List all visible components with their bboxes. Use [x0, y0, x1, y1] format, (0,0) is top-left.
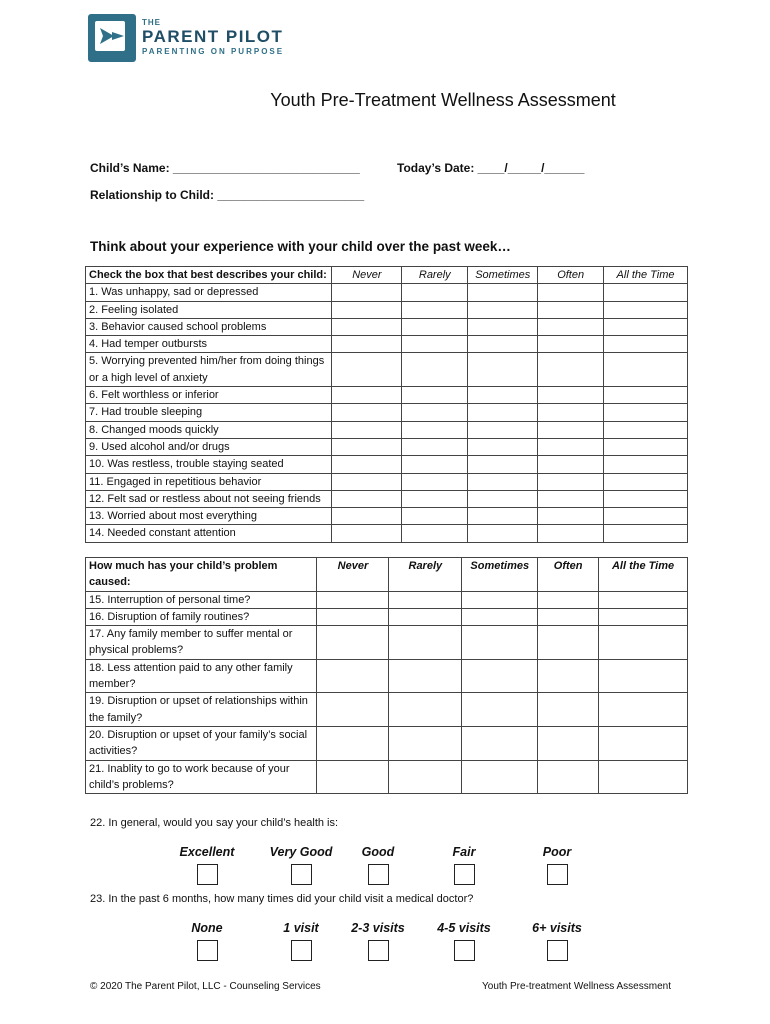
answer-cell[interactable]: [332, 490, 402, 507]
answer-cell[interactable]: [402, 353, 468, 387]
col-all-the-time: All the Time: [604, 267, 688, 284]
answer-cell[interactable]: [332, 318, 402, 335]
answer-cell[interactable]: [332, 525, 402, 542]
col-never: Never: [317, 558, 389, 592]
answer-cell[interactable]: [468, 473, 538, 490]
question-label: 15. Interruption of personal time?: [86, 591, 317, 608]
answer-cell[interactable]: [538, 508, 604, 525]
table-row: [86, 284, 688, 301]
weekly-experience-table: [85, 266, 688, 543]
table-row: [86, 760, 688, 794]
answer-cell[interactable]: [599, 760, 688, 794]
answer-cell[interactable]: [538, 438, 604, 455]
plane-icon: [88, 14, 136, 62]
answer-cell[interactable]: [332, 284, 402, 301]
answer-cell[interactable]: [468, 525, 538, 542]
parent-pilot-logo: [88, 14, 308, 60]
question-label: 8. Changed moods quickly: [86, 421, 332, 438]
answer-cell[interactable]: [462, 608, 538, 625]
answer-cell[interactable]: [604, 508, 688, 525]
table-row: [86, 438, 688, 455]
answer-cell[interactable]: [599, 659, 688, 693]
answer-cell[interactable]: [604, 473, 688, 490]
option-checkbox[interactable]: [368, 940, 389, 961]
table-row: [86, 301, 688, 318]
question-label: 16. Disruption of family routines?: [86, 608, 317, 625]
question-label: 2. Feeling isolated: [86, 301, 332, 318]
answer-cell[interactable]: [604, 456, 688, 473]
answer-cell[interactable]: [604, 301, 688, 318]
table-row: [86, 608, 688, 625]
table1-header: Check the box that best describes your child:: [86, 267, 332, 284]
answer-cell[interactable]: [389, 659, 462, 693]
table-row: [86, 508, 688, 525]
answer-cell[interactable]: [538, 608, 599, 625]
answer-cell[interactable]: [538, 659, 599, 693]
question-label: 14. Needed constant attention: [86, 525, 332, 542]
table-row: [86, 726, 688, 760]
question-label: 5. Worrying prevented him/her from doing things or a high level of anxiety: [86, 353, 332, 387]
answer-cell[interactable]: [538, 525, 604, 542]
option-label: None: [191, 921, 223, 935]
answer-cell[interactable]: [462, 726, 538, 760]
answer-cell[interactable]: [604, 438, 688, 455]
answer-cell[interactable]: [468, 301, 538, 318]
option-label: 6+ visits: [532, 921, 582, 935]
answer-cell[interactable]: [389, 760, 462, 794]
option-checkbox[interactable]: [454, 864, 475, 885]
option-label: Very Good: [269, 845, 333, 859]
answer-cell[interactable]: [468, 284, 538, 301]
q23-text: 23. In the past 6 months, how many times did your child visit a medical doctor?: [90, 893, 474, 905]
option-label: Fair: [452, 845, 476, 859]
answer-cell[interactable]: [389, 626, 462, 660]
footer-doc-name: Youth Pre-treatment Wellness Assessment: [482, 981, 671, 992]
answer-cell[interactable]: [317, 608, 389, 625]
answer-cell[interactable]: [468, 490, 538, 507]
answer-cell[interactable]: [468, 508, 538, 525]
answer-cell[interactable]: [604, 284, 688, 301]
answer-cell[interactable]: [538, 693, 599, 727]
table-row: [86, 318, 688, 335]
q22-text: 22. In general, would you say your child’s health is:: [90, 817, 339, 829]
col-often: Often: [538, 558, 599, 592]
answer-cell[interactable]: [538, 353, 604, 387]
answer-cell[interactable]: [389, 591, 462, 608]
option-checkbox[interactable]: [547, 940, 568, 961]
question-label: 3. Behavior caused school problems: [86, 318, 332, 335]
option-label: 1 visit: [283, 921, 319, 935]
question-label: 19. Disruption or upset of relationships within the family?: [86, 693, 317, 727]
answer-cell[interactable]: [389, 693, 462, 727]
logo-the: THE: [142, 18, 161, 27]
answer-cell[interactable]: [402, 525, 468, 542]
question-label: 13. Worried about most everything: [86, 508, 332, 525]
question-label: 20. Disruption or upset of your family’s social activities?: [86, 726, 317, 760]
answer-cell[interactable]: [462, 760, 538, 794]
col-sometimes: Sometimes: [462, 558, 538, 592]
option-label: 4-5 visits: [437, 921, 491, 935]
answer-cell[interactable]: [332, 456, 402, 473]
answer-cell[interactable]: [538, 387, 604, 404]
option-checkbox[interactable]: [197, 940, 218, 961]
col-often: Often: [538, 267, 604, 284]
answer-cell[interactable]: [332, 301, 402, 318]
answer-cell[interactable]: [332, 353, 402, 387]
answer-cell[interactable]: [604, 387, 688, 404]
question-label: 18. Less attention paid to any other family member?: [86, 659, 317, 693]
logo-tagline: PARENTING ON PURPOSE: [142, 47, 285, 56]
answer-cell[interactable]: [599, 608, 688, 625]
answer-cell[interactable]: [604, 421, 688, 438]
footer-copyright: © 2020 The Parent Pilot, LLC - Counseling Services: [90, 981, 321, 992]
answer-cell[interactable]: [538, 336, 604, 353]
answer-cell[interactable]: [468, 353, 538, 387]
table-row: [86, 387, 688, 404]
answer-cell[interactable]: [538, 591, 599, 608]
question-label: 1. Was unhappy, sad or depressed: [86, 284, 332, 301]
option-label: 2-3 visits: [351, 921, 405, 935]
answer-cell[interactable]: [402, 421, 468, 438]
answer-cell[interactable]: [599, 591, 688, 608]
answer-cell[interactable]: [538, 490, 604, 507]
answer-cell[interactable]: [462, 693, 538, 727]
problem-impact-table: [85, 557, 688, 794]
answer-cell[interactable]: [332, 508, 402, 525]
option-label: Good: [361, 845, 395, 859]
answer-cell[interactable]: [402, 336, 468, 353]
relationship-field[interactable]: Relationship to Child: ______________________: [90, 188, 365, 202]
answer-cell[interactable]: [462, 626, 538, 660]
answer-cell[interactable]: [538, 404, 604, 421]
answer-cell[interactable]: [468, 421, 538, 438]
answer-cell[interactable]: [402, 473, 468, 490]
answer-cell[interactable]: [468, 456, 538, 473]
answer-cell[interactable]: [538, 301, 604, 318]
col-rarely: Rarely: [389, 558, 462, 592]
answer-cell[interactable]: [468, 404, 538, 421]
table-row: [86, 456, 688, 473]
table-row: [86, 490, 688, 507]
answer-cell[interactable]: [538, 626, 599, 660]
answer-cell[interactable]: [462, 659, 538, 693]
answer-cell[interactable]: [389, 608, 462, 625]
answer-cell[interactable]: [604, 318, 688, 335]
answer-cell[interactable]: [402, 284, 468, 301]
answer-cell[interactable]: [389, 726, 462, 760]
answer-cell[interactable]: [332, 404, 402, 421]
question-label: 10. Was restless, trouble staying seated: [86, 456, 332, 473]
question-label: 17. Any family member to suffer mental or physical problems?: [86, 626, 317, 660]
question-label: 6. Felt worthless or inferior: [86, 387, 332, 404]
answer-cell[interactable]: [402, 301, 468, 318]
answer-cell[interactable]: [317, 726, 389, 760]
question-label: 11. Engaged in repetitious behavior: [86, 473, 332, 490]
page-title: Youth Pre-Treatment Wellness Assessment: [270, 90, 616, 110]
col-never: Never: [332, 267, 402, 284]
answer-cell[interactable]: [599, 726, 688, 760]
table2-header: How much has your child’s problem caused:: [86, 558, 317, 592]
answer-cell[interactable]: [538, 760, 599, 794]
answer-cell[interactable]: [468, 336, 538, 353]
option-checkbox[interactable]: [291, 940, 312, 961]
table-row: [86, 626, 688, 660]
answer-cell[interactable]: [604, 404, 688, 421]
table-row: [86, 421, 688, 438]
option-checkbox[interactable]: [547, 864, 568, 885]
todays-date-field[interactable]: Today’s Date: ____/_____/______: [397, 161, 585, 175]
question-label: 21. Inablity to go to work because of your child’s problems?: [86, 760, 317, 794]
option-label: Poor: [542, 845, 572, 859]
answer-cell[interactable]: [402, 456, 468, 473]
answer-cell[interactable]: [317, 760, 389, 794]
table-row: [86, 591, 688, 608]
answer-cell[interactable]: [538, 473, 604, 490]
answer-cell[interactable]: [538, 318, 604, 335]
col-all-the-time: All the Time: [599, 558, 688, 592]
option-checkbox[interactable]: [197, 864, 218, 885]
question-label: 7. Had trouble sleeping: [86, 404, 332, 421]
answer-cell[interactable]: [468, 387, 538, 404]
answer-cell[interactable]: [599, 693, 688, 727]
answer-cell[interactable]: [604, 490, 688, 507]
table-row: [86, 404, 688, 421]
answer-cell[interactable]: [332, 438, 402, 455]
answer-cell[interactable]: [317, 591, 389, 608]
answer-cell[interactable]: [402, 438, 468, 455]
answer-cell[interactable]: [538, 421, 604, 438]
answer-cell[interactable]: [332, 387, 402, 404]
answer-cell[interactable]: [468, 318, 538, 335]
option-label: Excellent: [179, 845, 235, 859]
answer-cell[interactable]: [402, 387, 468, 404]
table-row: [86, 525, 688, 542]
option-checkbox[interactable]: [454, 940, 475, 961]
answer-cell[interactable]: [604, 336, 688, 353]
answer-cell[interactable]: [538, 726, 599, 760]
answer-cell[interactable]: [332, 473, 402, 490]
answer-cell[interactable]: [538, 456, 604, 473]
answer-cell[interactable]: [402, 404, 468, 421]
option-checkbox[interactable]: [291, 864, 312, 885]
answer-cell[interactable]: [538, 284, 604, 301]
answer-cell[interactable]: [599, 626, 688, 660]
option-checkbox[interactable]: [368, 864, 389, 885]
table-row: [86, 693, 688, 727]
answer-cell[interactable]: [402, 318, 468, 335]
table-row: [86, 473, 688, 490]
question-label: 4. Had temper outbursts: [86, 336, 332, 353]
section-heading: Think about your experience with your child over the past week…: [90, 239, 511, 254]
answer-cell[interactable]: [402, 508, 468, 525]
answer-cell[interactable]: [332, 421, 402, 438]
answer-cell[interactable]: [462, 591, 538, 608]
question-label: 12. Felt sad or restless about not seeing friends: [86, 490, 332, 507]
col-rarely: Rarely: [402, 267, 468, 284]
answer-cell[interactable]: [332, 336, 402, 353]
table-row: [86, 353, 688, 387]
col-sometimes: Sometimes: [468, 267, 538, 284]
question-label: 9. Used alcohol and/or drugs: [86, 438, 332, 455]
table-row: [86, 659, 688, 693]
answer-cell[interactable]: [468, 438, 538, 455]
answer-cell[interactable]: [317, 659, 389, 693]
table-row: [86, 336, 688, 353]
answer-cell[interactable]: [317, 693, 389, 727]
logo-name: PARENT PILOT: [142, 27, 284, 46]
answer-cell[interactable]: [402, 490, 468, 507]
child-name-field[interactable]: Child’s Name: ____________________________: [90, 161, 360, 175]
answer-cell[interactable]: [604, 353, 688, 387]
answer-cell[interactable]: [604, 525, 688, 542]
answer-cell[interactable]: [317, 626, 389, 660]
